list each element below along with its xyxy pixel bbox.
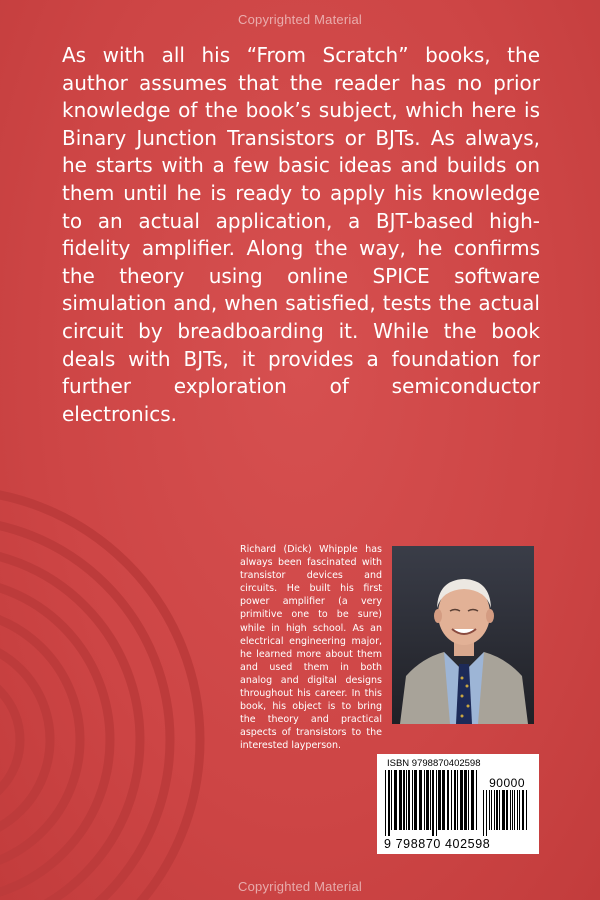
barcode-bar <box>391 770 392 830</box>
barcode-bar <box>494 790 495 830</box>
author-bio: Richard (Dick) Whipple has always been fascinated with transistor devices and circuits. He built his first power amplifier (a very primitive one to be sure) while in high school. As an electrical engineering major, he learned more about them and used them in both analog and digital designs throughout his career. In this book, his object is to bring the theory and practical aspects of transistors to the interested layperson. <box>240 544 382 752</box>
barcode-bar <box>499 790 500 830</box>
barcode-bar <box>460 770 463 830</box>
barcode-bar <box>442 770 445 830</box>
barcode-digits: 9 798870 402598 <box>384 837 491 851</box>
barcode-bar <box>512 790 513 830</box>
barcode-bar <box>483 790 484 836</box>
barcode-bar <box>491 790 492 830</box>
copyright-watermark-bottom: Copyrighted Material <box>238 879 362 894</box>
barcode-bar <box>496 790 498 830</box>
barcode-bar <box>510 790 511 830</box>
barcode-bar <box>447 770 449 830</box>
barcode-bar <box>476 770 477 830</box>
price-code: 90000 <box>489 776 525 790</box>
barcode-bar <box>426 770 429 830</box>
barcode-bar <box>406 770 407 830</box>
isbn-label: ISBN 9798870402598 <box>387 758 481 769</box>
barcode-bar <box>399 770 402 830</box>
barcode-bar <box>514 790 515 830</box>
barcode-bar <box>464 770 467 830</box>
barcode-bar <box>517 790 518 830</box>
author-photo <box>392 546 534 724</box>
barcode-bar <box>414 770 417 830</box>
barcode-bar <box>471 770 474 830</box>
barcode-bar <box>468 770 469 830</box>
barcode-bar <box>454 770 456 830</box>
barcode-bar <box>451 770 452 830</box>
barcode-bar <box>502 790 505 830</box>
barcode-bar <box>385 770 386 836</box>
barcode-bar <box>526 790 527 830</box>
barcode-bar <box>430 770 431 830</box>
barcode-bar <box>403 770 405 830</box>
barcode-bars <box>385 770 479 836</box>
barcode-bar <box>489 790 490 830</box>
barcode-bar <box>432 770 434 836</box>
barcode-bar <box>424 770 425 830</box>
barcode-bar <box>506 790 508 830</box>
barcode-bar <box>388 770 390 836</box>
barcode-bar <box>412 770 413 830</box>
book-description: As with all his “From Scratch” books, the author assumes that the reader has no prior knowledge of the book’s subject, which here is Binary Junction Transistors or BJTs. As always, he starts with a few basic ideas and builds on them until he is ready to apply his knowledge to an actual application, a BJT-based high-fidelity amplifier. Along the way, he confirms the theory using online SPICE software simulation and, when satisfied, tests the actual circuit by breadboarding it. While the book deals with BJTs, it provides a foundation for further exploration of semiconductor electronics. <box>62 43 540 426</box>
barcode-bar <box>522 790 524 830</box>
barcode-bar <box>457 770 458 830</box>
barcode-bar <box>519 790 520 830</box>
price-barcode-bars <box>483 790 529 836</box>
barcode-bar <box>436 770 437 836</box>
isbn-barcode <box>377 754 539 854</box>
barcode-bar <box>438 770 441 830</box>
copyright-watermark-top: Copyrighted Material <box>238 12 362 27</box>
barcode-bar <box>394 770 397 830</box>
barcode-bar <box>408 770 410 830</box>
barcode-bar <box>486 790 487 836</box>
barcode-bar <box>419 770 422 830</box>
